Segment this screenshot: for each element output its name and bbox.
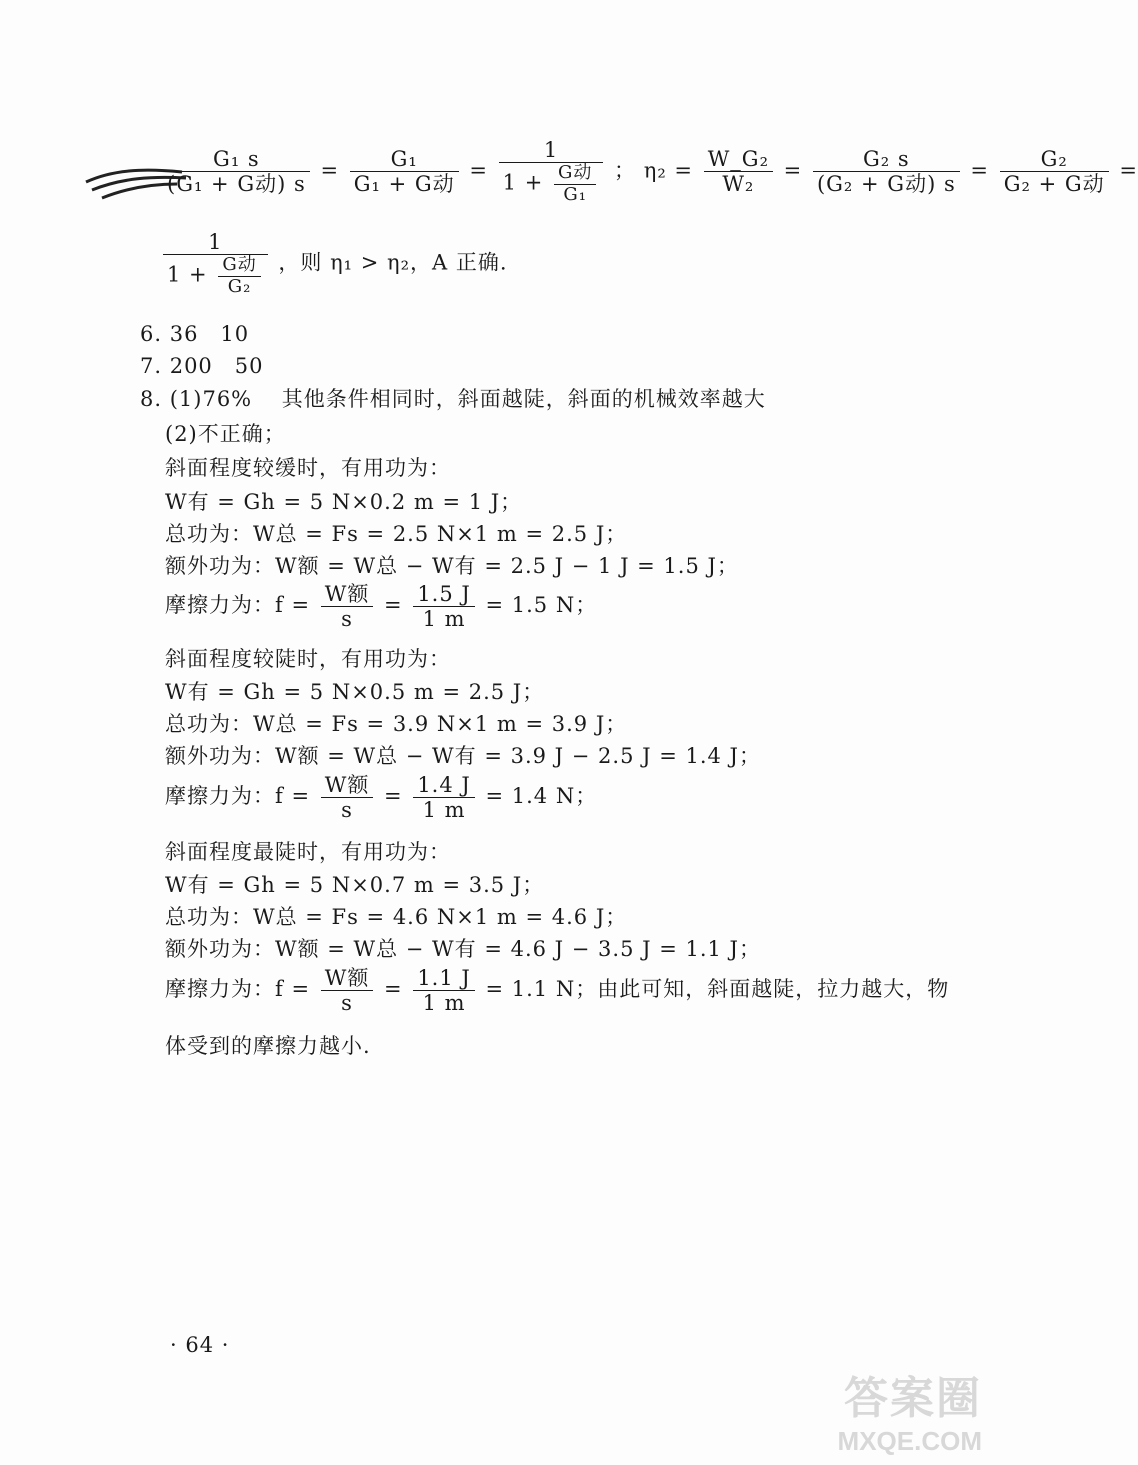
final-conclusion: 体受到的摩擦力越小.: [165, 1034, 371, 1058]
case-1-total-work: 总功为：W总 = Fs = 2.5 N×1 m = 2.5 J；: [165, 522, 628, 546]
answer-8-part-1: 8. (1)76% 其他条件相同时，斜面越陡，斜面的机械效率越大: [140, 387, 766, 411]
case-1-friction: 摩擦力为：f = $\frac{\text{W额}}{s}$ = $\frac{1.5 J}{1 m}$ = 1.5 N；: [165, 582, 598, 632]
case-3-friction: 摩擦力为：f = $\frac{\text{W额}}{s}$ = $\frac{1.1 J}{1 m}$ = 1.1 N；由此可知，斜面越陡，拉力越大，物: [165, 966, 950, 1016]
case-2-intro: 斜面程度较陡时，有用功为：: [165, 647, 451, 671]
case-1-extra-work: 额外功为：W额 = W总 − W有 = 2.5 J − 1 J = 1.5 J；: [165, 554, 739, 578]
answer-7: 7. 200 50: [140, 354, 264, 378]
case-2-friction: 摩擦力为：f = $\frac{\text{W额}}{s}$ = $\frac{1.4 J}{1 m}$ = 1.4 N；: [165, 773, 598, 823]
case-1-useful-work: W有 = Gh = 5 N×0.2 m = 1 J；: [165, 490, 523, 514]
case-2-useful-work: W有 = Gh = 5 N×0.5 m = 2.5 J；: [165, 680, 545, 704]
efficiency-conclusion-line: 1 1 + $\frac{\text{G动}}{\text{G₂}}$ ，则 η₁ > η₂，A 正确.: [160, 230, 508, 298]
eta1-fraction-3: 1 1 + $\frac{\text{G动}}{\text{G₁}}$: [499, 138, 604, 206]
eta1-fraction-2: $\frac{\text{G₁}}{\text{G₁ + G动}}$: [350, 147, 459, 196]
eta2-fraction-3: $\frac{\text{G₂}}{\text{G₂ + G动}}$: [1000, 147, 1109, 196]
answer-6: 6. 36 10: [140, 322, 250, 346]
case-3-intro: 斜面程度最陡时，有用功为：: [165, 840, 451, 864]
site-watermark-logo: 答案圈 MXQE.COM: [837, 1374, 982, 1456]
answer-8-part-2: (2)不正确；: [165, 422, 286, 446]
case-1-intro: 斜面程度较缓时，有用功为：: [165, 456, 451, 480]
case-2-total-work: 总功为：W总 = Fs = 3.9 N×1 m = 3.9 J；: [165, 712, 628, 736]
case-2-extra-work: 额外功为：W额 = W总 − W有 = 3.9 J − 2.5 J = 1.4 J；: [165, 744, 761, 768]
eta2-fraction-4: 1 1 + $\frac{\text{G动}}{\text{G₂}}$: [163, 230, 268, 298]
efficiency-derivation-line: $\frac{\text{G₁ s}}{\text{(G₁ + G动) s}}$ = $\frac{\text{G₁}}{\text{G₁ + G动}}$ = 1 1 + $\frac{\text{G动}}{\text{G₁}}$ ； η₂ = $\frac{\text{W\_G₂}}{\text{W₂}}$ = $\frac{\text{G₂ s}}{\text{(G₂ + G动) s}}$ = $\frac{\text{G₂}}{\text{G₂ + G动}}$ =: [160, 138, 1138, 206]
eta2-fraction-2: $\frac{\text{G₂ s}}{\text{(G₂ + G动) s}}$: [813, 147, 960, 196]
case-3-extra-work: 额外功为：W额 = W总 − W有 = 4.6 J − 3.5 J = 1.1 J；: [165, 937, 761, 961]
eta1-fraction-1: $\frac{\text{G₁ s}}{\text{(G₁ + G动) s}}$: [163, 147, 310, 196]
page-number: · 64 ·: [170, 1333, 230, 1357]
eta2-fraction-1: $\frac{\text{W\_G₂}}{\text{W₂}}$: [704, 147, 773, 196]
case-3-useful-work: W有 = Gh = 5 N×0.7 m = 3.5 J；: [165, 873, 545, 897]
case-3-total-work: 总功为：W总 = Fs = 4.6 N×1 m = 4.6 J；: [165, 905, 628, 929]
